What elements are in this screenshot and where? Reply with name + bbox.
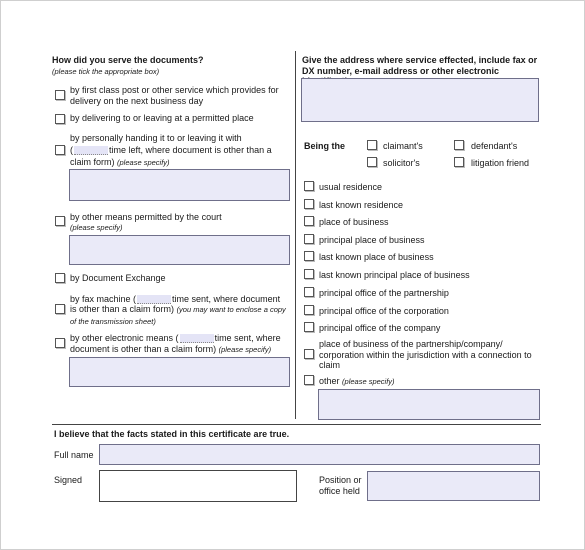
column-divider xyxy=(295,51,296,419)
being-the-label: Being the xyxy=(304,141,346,151)
checkbox-delivering[interactable] xyxy=(55,114,65,124)
fax-claim-form: is other than a claim form) xyxy=(70,304,175,314)
checkbox-claimants[interactable] xyxy=(367,140,377,150)
checkbox-first-class-post[interactable] xyxy=(55,90,65,100)
fax-note: (you may want to enclose a copy of the transmission sheet) xyxy=(70,305,286,326)
checkbox-last-known-residence[interactable] xyxy=(304,199,314,209)
handing-claim-form: claim form) xyxy=(70,157,115,167)
solicitors-label: solicitor's xyxy=(383,158,420,168)
checkbox-principal-office-partnership[interactable] xyxy=(304,287,314,297)
checkbox-usual-residence[interactable] xyxy=(304,181,314,191)
checkbox-litigation-friend[interactable] xyxy=(454,157,464,167)
electronic-specify-field[interactable] xyxy=(69,357,290,387)
electronic-time-blank[interactable] xyxy=(180,334,214,343)
handing-time-blank[interactable] xyxy=(74,146,108,155)
fax-time-text: time sent, where document xyxy=(172,294,281,304)
electronic-specify: (please specify) xyxy=(218,345,272,354)
handing-time-text: time left, where document is other than a xyxy=(109,145,272,155)
place-last-known-place-of-business: last known place of business xyxy=(319,252,434,262)
address-field[interactable] xyxy=(301,78,539,122)
fax-lead: by fax machine ( xyxy=(70,294,137,304)
address-label: Give the address where service effected, include fax or DX number, e-mail address or other electronic xyxy=(302,55,538,76)
other-means-specify: (please specify) xyxy=(70,223,123,232)
option-handing-line1: by personally handing it to or leaving it with xyxy=(70,133,242,143)
fax-time-blank[interactable] xyxy=(137,295,171,304)
checkbox-solicitors[interactable] xyxy=(367,157,377,167)
other-place-specify: (please specify) xyxy=(342,377,395,386)
position-field[interactable] xyxy=(367,471,540,501)
option-electronic-line2 xyxy=(70,344,271,356)
other-place-label: other xyxy=(319,376,340,386)
place-principal-office-corporation: principal office of the corporation xyxy=(319,306,449,316)
option-fax-line1 xyxy=(70,294,280,305)
option-handing-line3 xyxy=(70,157,170,169)
option-other-means: by other means permitted by the court xyxy=(70,212,222,222)
checkbox-principal-office-corporation[interactable] xyxy=(304,305,314,315)
checkbox-personally-handing[interactable] xyxy=(55,145,65,155)
place-of-business: place of business xyxy=(319,217,389,227)
checkbox-document-exchange[interactable] xyxy=(55,273,65,283)
other-place-field[interactable] xyxy=(318,389,540,420)
handing-specify-field[interactable] xyxy=(69,169,290,201)
place-principal-place-of-business: principal place of business xyxy=(319,235,425,245)
place-usual-residence: usual residence xyxy=(319,182,383,192)
position-label: Position or office held xyxy=(319,475,362,496)
full-name-field[interactable] xyxy=(99,444,540,465)
place-last-known-residence: last known residence xyxy=(319,200,404,210)
other-place-line xyxy=(319,376,395,388)
checkbox-last-known-place-of-business[interactable] xyxy=(304,251,314,261)
place-last-known-principal-place: last known principal place of business xyxy=(319,270,470,280)
full-name-label: Full name xyxy=(54,450,94,460)
place-within-jurisdiction: place of business of the partnership/company/ corporation within the jurisdiction with a connection to claim xyxy=(319,339,532,370)
checkbox-fax-machine[interactable] xyxy=(55,304,65,314)
defendants-label: defendant's xyxy=(471,141,518,151)
checkbox-electronic-means[interactable] xyxy=(55,338,65,348)
checkbox-place-of-business[interactable] xyxy=(304,216,314,226)
checkbox-other-means[interactable] xyxy=(55,216,65,226)
checkbox-other-place[interactable] xyxy=(304,375,314,385)
checkbox-defendants[interactable] xyxy=(454,140,464,150)
checkbox-principal-place-of-business[interactable] xyxy=(304,234,314,244)
handing-paren: ( xyxy=(70,145,73,155)
place-principal-office-company: principal office of the company xyxy=(319,323,441,333)
handing-specify: (please specify) xyxy=(117,158,170,167)
checkbox-place-within-jurisdiction[interactable] xyxy=(304,349,314,359)
place-principal-office-partnership: principal office of the partnership xyxy=(319,288,449,298)
option-fax-line2 xyxy=(70,304,292,327)
option-handing-line2 xyxy=(70,145,272,156)
service-hint: (please tick the appropriate box) xyxy=(52,67,160,76)
option-electronic-line1 xyxy=(70,333,281,344)
signature-field[interactable] xyxy=(99,470,297,502)
truth-statement: I believe that the facts stated in this certificate are true. xyxy=(54,429,290,439)
option-delivering: by delivering to or leaving at a permitted place xyxy=(70,113,254,123)
other-means-specify-field[interactable] xyxy=(69,235,290,265)
checkbox-last-known-principal-place[interactable] xyxy=(304,269,314,279)
litigation-friend-label: litigation friend xyxy=(471,158,530,168)
checkbox-principal-office-company[interactable] xyxy=(304,322,314,332)
electronic-claim-form: document is other than a claim form) xyxy=(70,344,217,354)
option-first-class-post: by first class post or other service which provides for delivery on the next business day xyxy=(70,85,279,106)
signed-label: Signed xyxy=(54,475,83,485)
footer-rule xyxy=(52,424,541,425)
service-question: How did you serve the documents? xyxy=(52,55,204,65)
electronic-time-text: time sent, where xyxy=(214,333,281,343)
option-document-exchange: by Document Exchange xyxy=(70,273,166,283)
claimants-label: claimant's xyxy=(383,141,423,151)
electronic-lead: by other electronic means ( xyxy=(70,333,179,343)
